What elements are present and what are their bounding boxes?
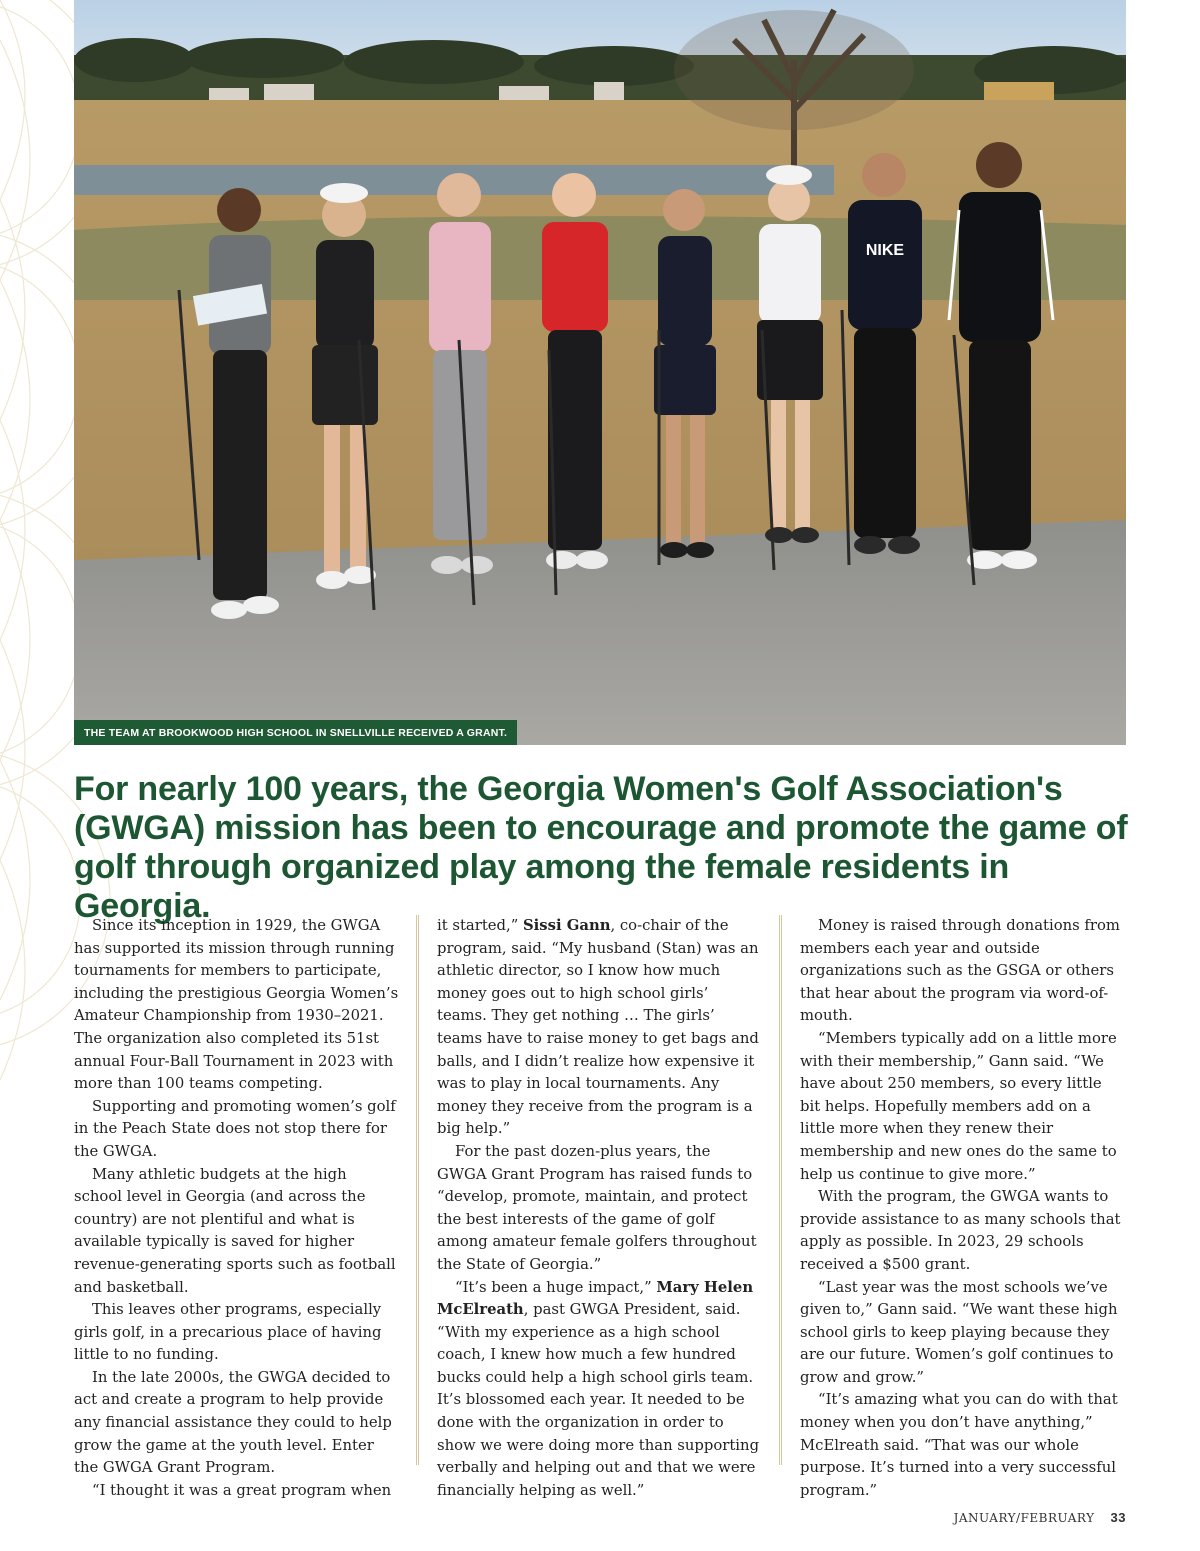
- team-photo: [74, 0, 1126, 745]
- paragraph: [437, 915, 762, 1141]
- page-headline: For nearly 100 years, the Georgia Women's Golf Association's (GWGA) mission has been to encourage and promote the game of golf through organized play among the female residents in Georgia.: [74, 770, 1128, 925]
- shirt-logo-text: NIKE: [865, 242, 905, 259]
- paragraph: “It’s amazing what you can do with that money when you don’t have anything,” McElreath said. “That was our whole purpose. It’s turned into a very successful program.”: [800, 1391, 1118, 1499]
- paragraph: [437, 1277, 762, 1503]
- article-column-1: [74, 915, 399, 1502]
- article-column-3: [800, 915, 1125, 1502]
- paragraph: With the program, the GWGA wants to provide assistance to as many schools that apply as possible. In 2023, 29 schools received a $500 grant.: [800, 1188, 1121, 1273]
- column-divider: [416, 915, 419, 1465]
- page-footer: [954, 1510, 1126, 1525]
- paragraph: “Members typically add on a little more with their membership,” Gann said. “We have about 250 members, so every little bit helps. Hopefully members add on a little more when they renew their membership and new ones do the same to help us continue to give more.”: [800, 1029, 1117, 1183]
- photo-caption: THE TEAM AT BROOKWOOD HIGH SCHOOL IN SNELLVILLE RECEIVED A GRANT.: [74, 720, 517, 745]
- column-divider: [779, 915, 782, 1465]
- speaker-name: Sissi Gann: [522, 917, 611, 934]
- paragraph: Since its inception in 1929, the GWGA has supported its mission through running tournaments for members to participate, including the prestigious Georgia Women’s Amateur Championship from 1930–2021. The organization also completed its 51st annual Four-Ball Tournament in 2023 with more than 100 teams competing.: [74, 917, 399, 1093]
- issue-label: JANUARY/FEBRUARY: [953, 1511, 1095, 1525]
- article-column-2: [437, 915, 762, 1502]
- paragraph: “I thought it was a great program when: [92, 1481, 392, 1499]
- paragraph: Money is raised through donations from members each year and outside organizations such as the GSGA or others that hear about the program via word-of-mouth.: [800, 917, 1120, 1025]
- quote-text: , past GWGA President, said. “With my experience as a high school coach, I knew how much a few hundred bucks could help a high school girls team. It’s blossomed each year. It needed to be done with the organization in order to show we were doing more than supporting verbally and helping out and that we were financially helping as well.”: [437, 1301, 760, 1499]
- speaker-name: Mary Helen McElreath: [437, 1278, 754, 1319]
- paragraph: Supporting and promoting women’s golf in the Peach State does not stop there for the GWGA.: [74, 1097, 396, 1160]
- paragraph: Many athletic budgets at the high school level in Georgia (and across the country) are not plentiful and what is available typically is saved for higher revenue-generating sports such as football and basketball.: [74, 1165, 396, 1296]
- quote-text: , co-chair of the program, said. “My husband (Stan) was an athletic director, so I know how much money goes out to high school girls’ teams. They get nothing … The girls’ teams have to raise money to get bags and balls, and I didn’t realize how expensive it was to play in local tournaments. Any money they receive from the program is a big help.”: [437, 917, 759, 1138]
- page-number: 33: [1110, 1510, 1126, 1525]
- paragraph: This leaves other programs, especially girls golf, in a precarious place of having little to no funding.: [74, 1301, 382, 1364]
- team-photo-illustration: [74, 0, 1126, 745]
- quote-text: it started,”: [437, 917, 519, 934]
- paragraph: In the late 2000s, the GWGA decided to act and create a program to help provide any financial assistance they could to help grow the game at the youth level. Enter the GWGA Grant Program.: [74, 1368, 392, 1477]
- quote-text: “It’s been a huge impact,”: [455, 1278, 652, 1296]
- paragraph: For the past dozen-plus years, the GWGA Grant Program has raised funds to “develop, promote, maintain, and protect the best interests of the game of golf among amateur female golfers throughout the State of Georgia.”: [437, 1142, 757, 1273]
- paragraph: “Last year was the most schools we’ve given to,” Gann said. “We want these high school girls to keep playing because they are our future. Women’s golf continues to grow and grow.”: [800, 1278, 1118, 1386]
